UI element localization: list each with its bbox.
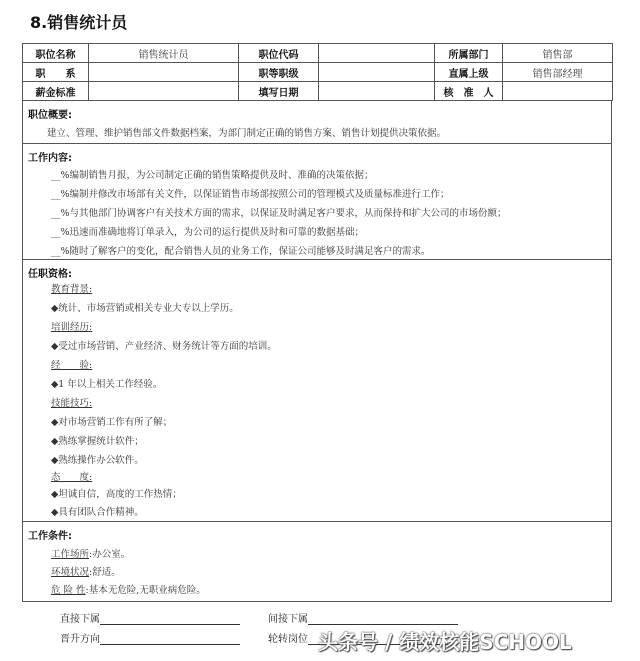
duty-item: __%与其他部门协调客户有关技术方面的需求，以保证及时满足客户要求，从而保持和扩大公司的市场份额； [51,208,507,219]
conditions-title: 工作条件: [28,531,72,542]
overview-text: 建立、管理、维护销售部文件数据档案，为部门制定正确的销售方案、销售计划提供决策依据。 [47,128,447,139]
attitude-item: ◆坦诚自信，高度的工作热情； [51,489,182,500]
workplace-label: 工作场所 [51,549,90,560]
danger-label: 危 险 性 [51,585,86,596]
skill-item: ◆熟练掌握统计软件； [51,436,144,447]
label-cell: 所属部门 [435,44,503,63]
label-cell: 核 准 人 [435,82,503,101]
rotation-label: 轮转岗位 [268,634,308,645]
environment-row [51,564,121,578]
label-cell: 职位代码 [239,44,319,63]
education-label: 教育背景: [51,284,93,295]
qualifications-section [22,260,612,522]
overview-title: 职位概要: [28,110,72,121]
training-label: 培训经历: [51,322,93,333]
duty-item: __%编制并修改市场部有关文件，以保证销售市场部按照公司的管理模式及质量标准进行工作； [51,189,450,200]
label-cell: 职 系 [23,63,89,82]
promotion-label: 晋升方向 [60,634,100,645]
attitude-item: ◆具有团队合作精神。 [51,507,144,518]
duty-item: __%编制销售月报，为公司制定正确的销售策略提供及时、准确的决策依据； [51,170,374,181]
direct-subordinate-row [60,610,240,625]
danger-row [51,582,206,596]
table-row [23,82,613,101]
duty-item: __%随时了解客户的变化，配合销售人员的业务工作，保证公司能够及时满足客户的需求。 [51,246,431,257]
indirect-subordinate-row [268,610,458,625]
training-text: ◆受过市场营销、产业经济、财务统计等方面的培训。 [51,341,277,352]
environment-label: 环境状况 [51,567,90,578]
workplace-row [51,546,130,560]
overview-section [22,101,612,144]
table-row [23,44,613,63]
label-cell: 职位名称 [23,44,89,63]
label-cell: 直属上级 [435,63,503,82]
promotion-row [60,630,240,645]
value-cell [319,63,435,82]
value-cell [319,82,435,101]
value-cell: 销售统计员 [89,44,239,63]
education-text: ◆统计、市场营销或相关专业大专以上学历。 [51,303,239,314]
conditions-section [22,522,612,602]
experience-label: 经 验: [51,360,93,371]
workplace-value: :办公室。 [89,549,131,560]
label-cell: 职等职级 [239,63,319,82]
skill-item: ◆对市场营销工作有所了解； [51,417,173,428]
value-cell: 销售部经理 [503,63,613,82]
skills-label: 技能技巧: [51,398,93,409]
direct-subordinate-label: 直接下属 [60,614,100,625]
watermark: 头条号 / 绩效核能SCHOOL [318,630,572,654]
label-cell: 薪金标准 [23,82,89,101]
value-cell [89,82,239,101]
label-cell: 填写日期 [239,82,319,101]
qualifications-title: 任职资格: [28,269,72,280]
blank-line [100,614,240,625]
page-title: 8.销售统计员 [30,13,128,32]
skill-item: ◆熟练操作办公软件。 [51,455,144,466]
blank-line [308,614,458,625]
indirect-subordinate-label: 间接下属 [268,614,308,625]
value-cell [319,44,435,63]
table-row [23,63,613,82]
duty-item: __%迅速而准确地将订单录入，为公司的运行提供及时和可靠的数据基础； [51,227,365,238]
attitude-label: 态 度: [51,472,93,483]
job-info-table [22,43,613,101]
blank-line [100,634,240,645]
experience-text: ◆1 年以上相关工作经验。 [51,379,163,390]
value-cell [503,82,613,101]
value-cell: 销售部 [503,44,613,63]
value-cell [89,63,239,82]
duties-title: 工作内容: [28,153,72,164]
duties-section [22,144,612,260]
danger-value: :基本无危险,无职业病危险。 [85,585,206,596]
environment-value: :舒适。 [89,567,121,578]
